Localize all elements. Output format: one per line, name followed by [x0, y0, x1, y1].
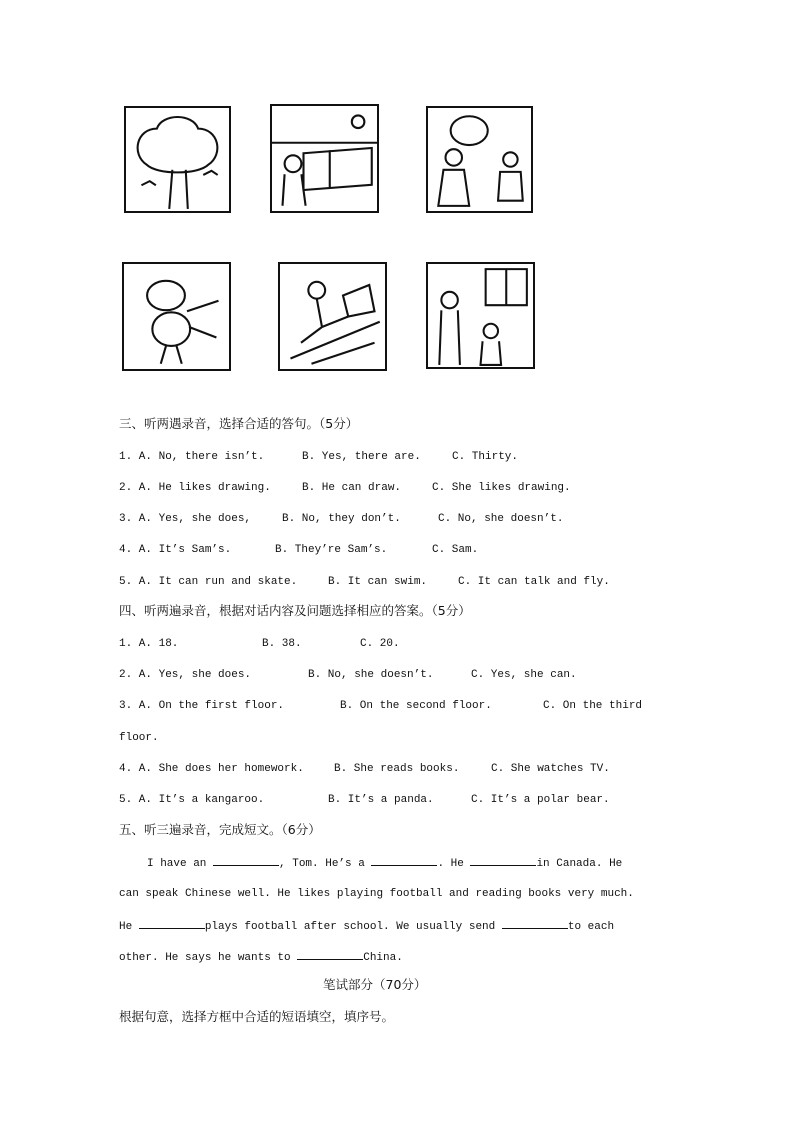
s3-q1-c: C. Thirty.	[452, 451, 519, 463]
picture-people-room	[426, 262, 535, 369]
s4-q2-b: B. No, she doesn’t.	[308, 669, 434, 681]
s5-text: . He	[437, 858, 471, 870]
s4-q3-cont: floor.	[119, 732, 159, 744]
s5-text: plays football after school. We usually send	[204, 921, 502, 933]
s4-q2-a: 2. A. Yes, she does.	[119, 669, 252, 681]
s4-q5-b: B. It’s a panda.	[328, 794, 434, 806]
s4-q3-c: C. On the third	[543, 700, 643, 712]
s3-q3-b: B. No, they don’t.	[282, 513, 401, 525]
s3-q3-a: 3. A. Yes, she does,	[119, 513, 252, 525]
s5-text: He	[119, 921, 139, 933]
written-instruction: 根据句意，选择方框中合适的短语填空，填序号。	[119, 1009, 395, 1024]
s5-text: in Canada. He	[536, 858, 623, 870]
picture-skiing	[278, 262, 387, 371]
picture-tree-birds	[124, 106, 231, 213]
fill-blank-5[interactable]	[502, 918, 568, 929]
picture-table-tennis	[270, 104, 379, 213]
s3-q5-a: 5. A. It can run and skate.	[119, 576, 298, 588]
fill-blank-4[interactable]	[139, 918, 205, 929]
written-part-heading: 笔试部分（70分）	[323, 977, 427, 992]
s3-q2-a: 2. A. He likes drawing.	[119, 482, 271, 494]
s3-q2-b: B. He can draw.	[302, 482, 402, 494]
s5-line3	[119, 918, 614, 934]
s4-q3-b: B. On the second floor.	[340, 700, 492, 712]
s3-q5-c: C. It can talk and fly.	[458, 576, 610, 588]
section5-heading: 五、听三遍录音，完成短文。（6分）	[119, 822, 321, 837]
s3-q3-c: C. No, she doesn’t.	[438, 513, 564, 525]
s4-q4-a: 4. A. She does her homework.	[119, 763, 304, 775]
s4-q1-b: B. 38.	[262, 638, 302, 650]
s3-q1-a: 1. A. No, there isn’t.	[119, 451, 265, 463]
s4-q2-c: C. Yes, she can.	[471, 669, 577, 681]
section3-heading: 三、听两遇录音，选择合适的答句。（5分）	[119, 416, 359, 431]
s3-q2-c: C. She likes drawing.	[432, 482, 571, 494]
s3-q4-c: C. Sam.	[432, 544, 479, 556]
s4-q3-a: 3. A. On the first floor.	[119, 700, 285, 712]
s3-q4-a: 4. A. It’s Sam’s.	[119, 544, 232, 556]
fill-blank-2[interactable]	[371, 855, 437, 866]
s5-text: to each	[567, 921, 615, 933]
fill-blank-1[interactable]	[213, 855, 279, 866]
s4-q4-b: B. She reads books.	[334, 763, 460, 775]
s3-q1-b: B. Yes, there are.	[302, 451, 421, 463]
picture-pig-dancing	[122, 262, 231, 371]
s4-q1-c: C. 20.	[360, 638, 400, 650]
s4-q5-c: C. It’s a polar bear.	[471, 794, 610, 806]
s3-q4-b: B. They’re Sam’s.	[275, 544, 388, 556]
fill-blank-3[interactable]	[470, 855, 536, 866]
s5-text: China.	[363, 952, 403, 964]
picture-family-thinking	[426, 106, 533, 213]
s5-line4	[119, 949, 403, 965]
s5-text: I have an	[147, 858, 214, 870]
s3-q5-b: B. It can swim.	[328, 576, 428, 588]
s5-text: , Tom. He’s a	[279, 858, 372, 870]
s4-q5-a: 5. A. It’s a kangaroo.	[119, 794, 265, 806]
s5-line1	[147, 855, 622, 871]
s5-text: other. He says he wants to	[119, 952, 298, 964]
s4-q1-a: 1. A. 18.	[119, 638, 179, 650]
s5-line2: can speak Chinese well. He likes playing football and reading books very much.	[119, 888, 634, 900]
section4-heading: 四、听两遍录音，根据对话内容及问题选择相应的答案。（5分）	[119, 603, 471, 618]
fill-blank-6[interactable]	[297, 949, 363, 960]
s4-q4-c: C. She watches TV.	[491, 763, 610, 775]
